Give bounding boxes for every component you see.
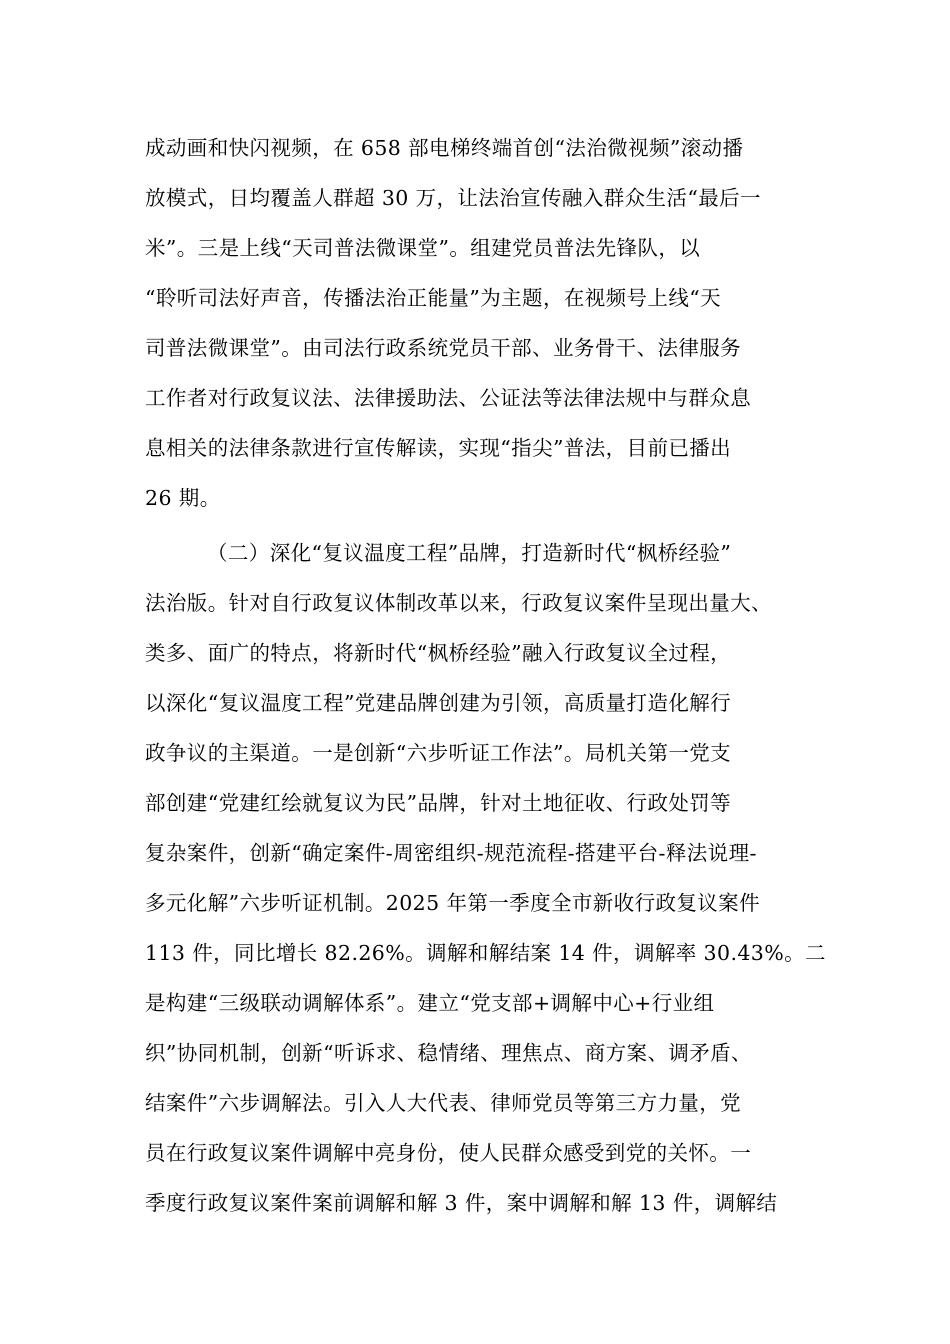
paragraph-1-line-8: 26 期。 [145,486,221,510]
paragraph-1-line-7: 息相关的法律条款进行宣传解读，实现“指尖”普法，目前已播出 [145,436,732,460]
paragraph-2-line-8: 多元化解”六步听证机制。2025 年第一季度全市新收行政复议案件 [145,891,760,915]
paragraph-2-line-10: 是构建“三级联动调解体系”。建立“党支部+调解中心+行业组 [145,991,715,1015]
paragraph-2-line-1: （二）深化“复议温度工程”品牌，打造新时代“枫桥经验” [207,541,732,565]
paragraph-2-line-9: 113 件，同比增长 82.26%。调解和解结案 14 件，调解率 30.43%。二 [145,941,826,965]
paragraph-2-line-5: 政争议的主渠道。一是创新“六步听证工作法”。局机关第一党支 [145,741,732,765]
paragraph-1-line-4: “聆听司法好声音，传播法治正能量”为主题，在视频号上线“天 [145,286,722,310]
paragraph-2-line-7: 复杂案件，创新“确定案件-周密组织-规范流程-搭建平台-释法说理- [145,841,757,865]
paragraph-2-line-13: 员在行政复议案件调解中亮身份，使人民群众感受到党的关怀。一 [145,1141,752,1165]
paragraph-1-line-6: 工作者对行政复议法、法律援助法、公证法等法律法规中与群众息 [145,386,752,410]
paragraph-1-line-5: 司普法微课堂”。由司法行政系统党员干部、业务骨干、法律服务 [145,336,742,360]
paragraph-1-line-2: 放模式，日均覆盖人群超 30 万，让法治宣传融入群众生活“最后一 [145,186,761,210]
paragraph-2-line-14: 季度行政复议案件案前调解和解 3 件，案中调解和解 13 件，调解结 [145,1191,778,1215]
paragraph-2-line-12: 结案件”六步调解法。引入人大代表、律师党员等第三方力量，党 [145,1091,742,1115]
paragraph-2-line-11: 织”协同机制，创新“听诉求、稳情绪、理焦点、商方案、调矛盾、 [145,1041,752,1065]
paragraph-1-line-1: 成动画和快闪视频，在 658 部电梯终端首创“法治微视频”滚动播 [145,136,744,160]
paragraph-2-line-2: 法治版。针对自行政复议体制改革以来，行政复议案件呈现出量大、 [145,591,772,615]
paragraph-2-line-6: 部创建“党建红绘就复议为民”品牌，针对土地征收、行政处罚等 [145,791,732,815]
paragraph-2-line-4: 以深化“复议温度工程”党建品牌创建为引领，高质量打造化解行 [145,691,732,715]
paragraph-1-line-3: 米”。三是上线“天司普法微课堂”。组建党员普法先锋队，以 [145,236,701,260]
paragraph-2-line-3: 类多、面广的特点，将新时代“枫桥经验”融入行政复议全过程， [145,641,732,665]
